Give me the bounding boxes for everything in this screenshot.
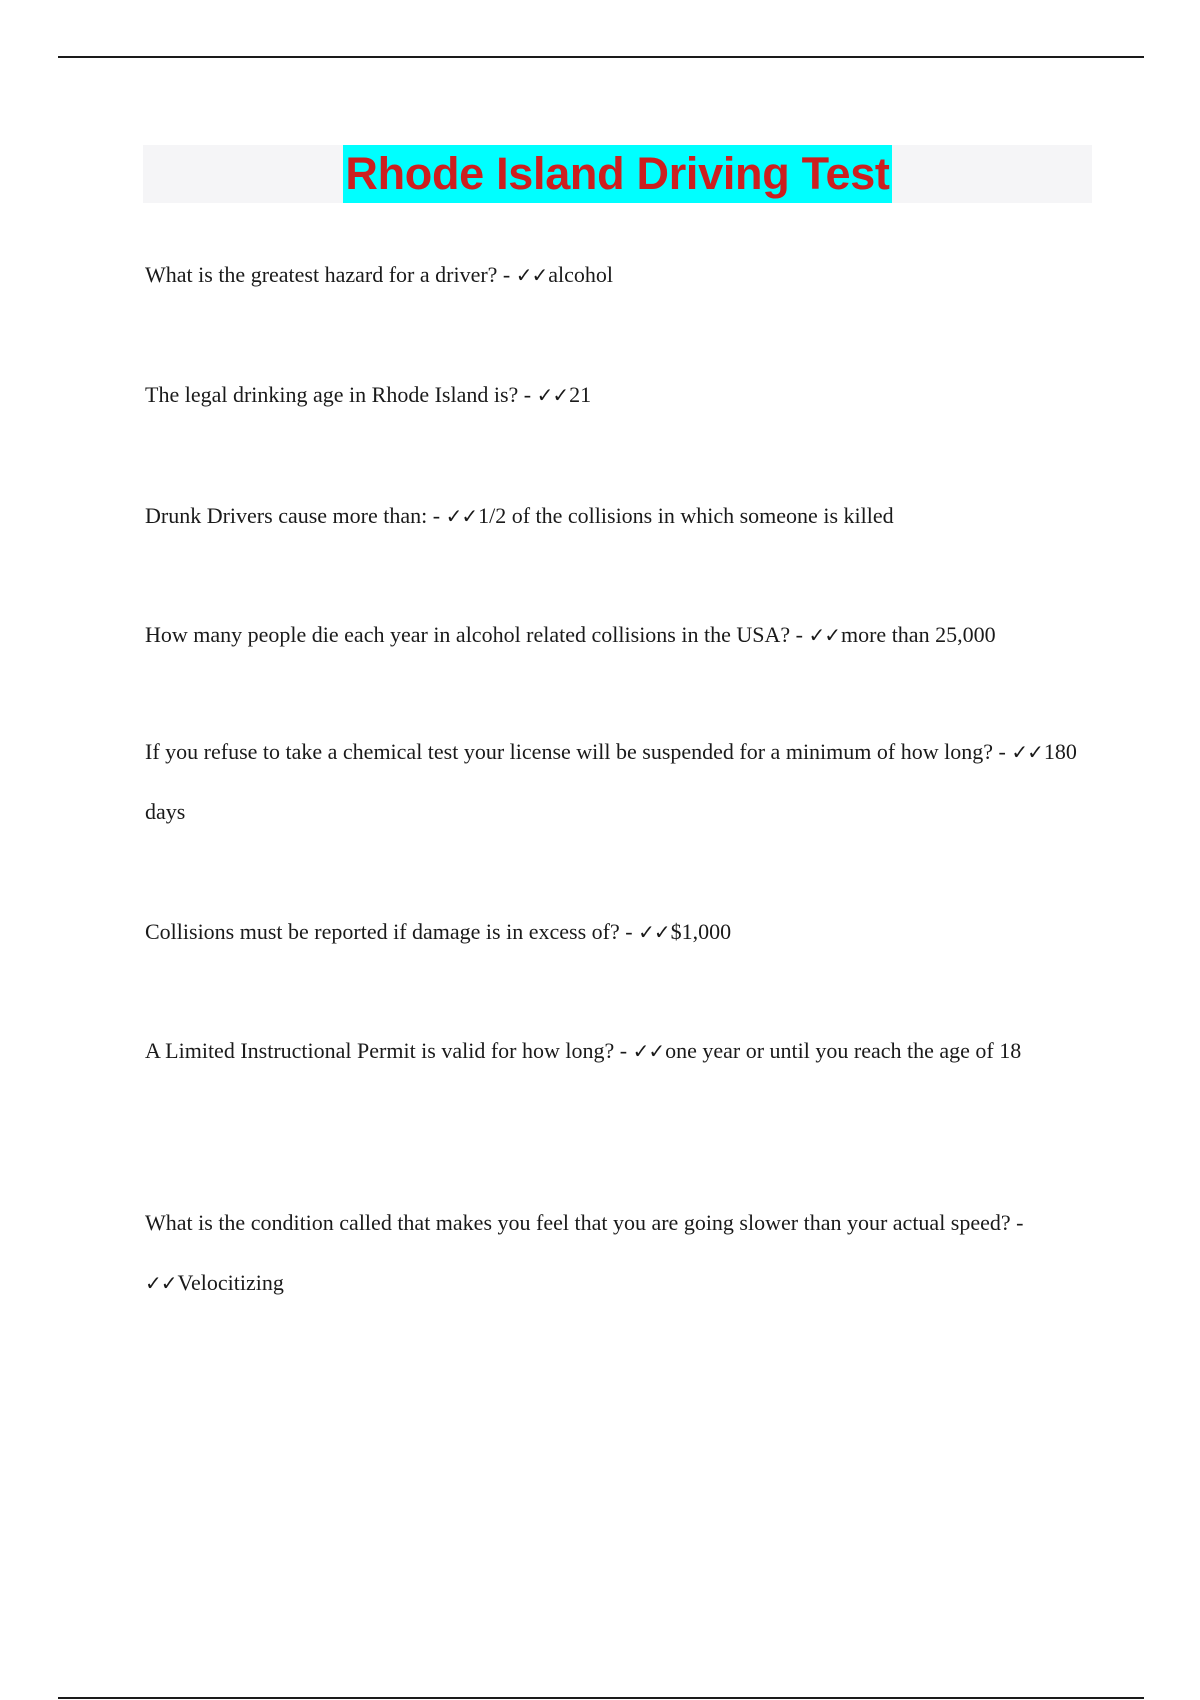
question-text: Drunk Drivers cause more than: - [145, 503, 446, 528]
double-check-icon: ✓✓ [145, 1271, 177, 1295]
answer-text: $1,000 [670, 919, 732, 944]
qa-item-8 [145, 1193, 1085, 1313]
qa-item-1 [145, 245, 1085, 305]
question-text: The legal drinking age in Rhode Island is? - [145, 382, 537, 407]
double-check-icon: ✓✓ [808, 623, 840, 647]
bottom-divider [58, 1697, 1144, 1699]
question-text: A Limited Instructional Permit is valid for how long? - [145, 1038, 633, 1063]
qa-item-2 [145, 365, 1085, 425]
qa-item-6 [145, 902, 1085, 962]
answer-text: 21 [569, 382, 592, 407]
answer-text: more than 25,000 [840, 622, 996, 647]
question-text: What is the greatest hazard for a driver? - [145, 262, 516, 287]
double-check-icon: ✓✓ [1011, 740, 1043, 764]
answer-text: 1/2 of the collisions in which someone is killed [478, 503, 894, 528]
double-check-icon: ✓✓ [515, 263, 548, 287]
answer-text: 180 days [145, 739, 1077, 824]
title-banner [143, 145, 1092, 203]
answer-text: Velocitizing [177, 1270, 284, 1295]
question-text: How many people die each year in alcohol related collisions in the USA? - [145, 622, 809, 647]
document-title: Rhode Island Driving Test [343, 145, 891, 203]
qa-item-3 [145, 486, 1085, 546]
qa-item-7 [145, 1021, 1085, 1081]
double-check-icon: ✓✓ [445, 504, 478, 528]
qa-item-5 [145, 722, 1085, 842]
answer-text: one year or until you reach the age of 18 [665, 1038, 1022, 1063]
qa-item-4 [145, 605, 1085, 665]
top-divider [58, 56, 1144, 58]
answer-text: alcohol [548, 262, 614, 287]
question-text: What is the condition called that makes you feel that you are going slower than your actual speed? - [145, 1210, 1024, 1235]
question-text: Collisions must be reported if damage is in excess of? - [145, 919, 639, 944]
double-check-icon: ✓✓ [632, 1039, 665, 1063]
double-check-icon: ✓✓ [638, 920, 670, 944]
double-check-icon: ✓✓ [536, 383, 569, 407]
question-text: If you refuse to take a chemical test your license will be suspended for a minimum of how long? - [145, 739, 1012, 764]
